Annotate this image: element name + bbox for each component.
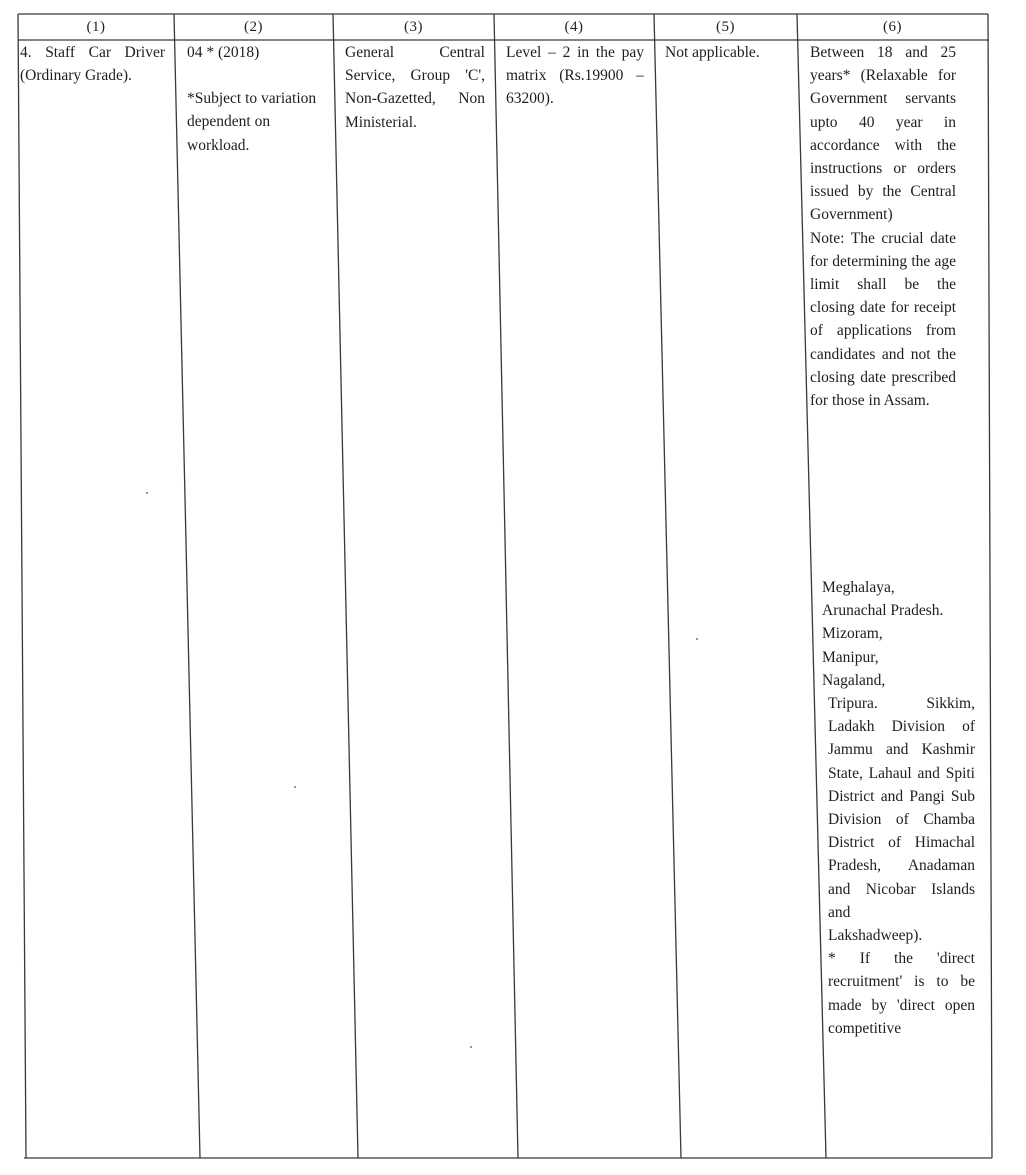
place-item: Meghalaya,	[822, 579, 895, 596]
age-limit-places-last: Lakshadweep).	[828, 927, 923, 945]
classification	[345, 41, 485, 134]
age-limit-text: Between 18 and 25 years* (Relaxable for Government servants upto 40 year in accordance with the instructions or orders issued by the Central Government)	[810, 44, 956, 224]
selection-method-text: Not applicable.	[665, 44, 760, 61]
classification-text: General Central Service, Group 'C', Non-Gazetted, Non Ministerial.	[345, 44, 485, 131]
age-limit	[810, 41, 956, 412]
header-col-5: (5)	[716, 19, 735, 35]
selection-method	[665, 41, 790, 64]
age-limit-places	[822, 576, 968, 692]
age-limit-continued	[828, 692, 975, 1040]
age-limit-footnote: * If the 'direct recruitment' is to be made by 'direct open competitive	[828, 950, 975, 1037]
header-col-1: (1)	[86, 19, 106, 35]
place-item: Nagaland,	[822, 671, 886, 689]
post-name-text: 4. Staff Car Driver (Ordinary Grade).	[20, 44, 165, 85]
number-of-posts-value: 04 * (2018)	[187, 44, 260, 61]
place-item: Arunachal Pradesh.	[822, 602, 944, 620]
age-limit-note: Note: The crucial date for determining the age limit shall be the closing date for receipt of applications from candidates and not the closing date prescribed for those in Assam.	[810, 229, 956, 410]
header-col-2: (2)	[244, 19, 263, 35]
scan-speck	[294, 786, 296, 788]
age-limit-places-rest: Tripura. Sikkim, Ladakh Division of Jammu and Kashmir State, Lahaul and Spiti District and Pangi Sub Division of Chamba District of Himachal Pradesh, Anadaman and Nicobar Islands and	[828, 695, 975, 921]
header-col-3: (3)	[404, 19, 423, 35]
number-of-posts	[187, 41, 317, 157]
place-item: Manipur,	[822, 648, 879, 666]
scan-speck	[470, 1046, 472, 1048]
pay-level	[506, 41, 644, 111]
post-name	[20, 41, 165, 87]
header-col-6: (6)	[883, 19, 902, 35]
header-col-4: (4)	[564, 19, 584, 35]
number-of-posts-note: *Subject to variation dependent on workload.	[187, 90, 317, 154]
place-item: Mizoram,	[822, 625, 883, 643]
scan-speck	[146, 492, 148, 494]
pay-level-text: Level – 2 in the pay matrix (Rs.19900 – 63200).	[506, 44, 644, 108]
scan-speck	[696, 638, 698, 640]
